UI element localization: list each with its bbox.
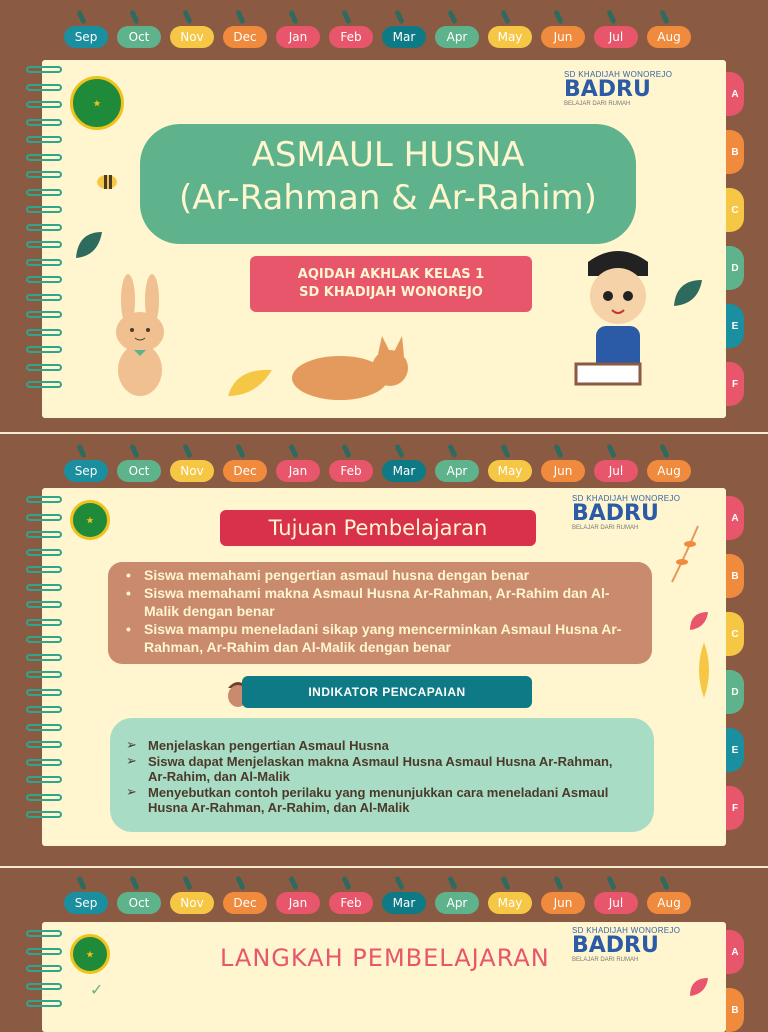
side-tabs xyxy=(726,72,744,406)
logo-school-text: SD KHADIJAH WONOREJO xyxy=(564,70,673,79)
indicator-item: ➢ Menjelaskan pengertian Asmaul Husna xyxy=(148,738,614,754)
binding-ring xyxy=(26,706,62,713)
side-tab-f[interactable]: F xyxy=(726,362,744,406)
month-tab-nov xyxy=(168,876,217,928)
stem-icon xyxy=(235,10,245,25)
stem-icon xyxy=(341,876,351,891)
side-tabs xyxy=(726,930,744,1032)
logo-tagline-text: BELAJAR DARI RUMAH xyxy=(572,957,639,963)
binding-ring xyxy=(26,346,62,353)
binding-ring xyxy=(26,636,62,643)
subtitle-line-1: AQIDAH AKHLAK KELAS 1 xyxy=(297,267,485,282)
month-label: Jun xyxy=(541,892,585,914)
stem-icon xyxy=(182,10,192,25)
stem-icon xyxy=(659,10,669,25)
stem-icon xyxy=(76,876,86,891)
binding-ring xyxy=(26,259,62,266)
subtitle-line-2: SD KHADIJAH WONOREJO xyxy=(299,285,483,300)
binding-ring xyxy=(26,294,62,301)
slide-1 xyxy=(0,0,768,432)
binding-ring xyxy=(26,811,62,818)
stem-icon xyxy=(182,876,192,891)
spiral-binding xyxy=(26,66,62,388)
binding-ring xyxy=(26,1000,62,1007)
month-label: Jun xyxy=(541,460,585,482)
month-tab-aug xyxy=(645,876,694,928)
month-label: Dec xyxy=(223,892,267,914)
binding-ring xyxy=(26,66,62,73)
steps-heading: LANGKAH PEMBELAJARAN xyxy=(220,944,550,972)
leaf-icon xyxy=(688,610,710,632)
month-tab-sep xyxy=(62,10,111,62)
leaf-icon xyxy=(688,976,710,998)
binding-ring xyxy=(26,364,62,371)
month-tab-feb xyxy=(327,10,376,62)
checkmark-icon: ✓ xyxy=(90,980,104,999)
fox-illustration xyxy=(290,326,420,400)
stem-icon xyxy=(553,444,563,459)
binding-ring xyxy=(26,930,62,937)
indicator-item: ➢ Siswa dapat Menjelaskan makna Asmaul Husna Asmaul Husna Ar-Rahman, Ar-Rahim, dan Al-Malik xyxy=(148,754,614,785)
stem-icon xyxy=(129,10,139,25)
stem-icon xyxy=(447,10,457,25)
binding-ring xyxy=(26,619,62,626)
month-label: Feb xyxy=(329,460,373,482)
binding-ring xyxy=(26,276,62,283)
binding-ring xyxy=(26,154,62,161)
side-tab-c[interactable]: C xyxy=(726,612,744,656)
stem-icon xyxy=(553,10,563,25)
month-label: Sep xyxy=(64,26,108,48)
month-tab-apr xyxy=(433,10,482,62)
month-label: Jul xyxy=(594,460,638,482)
boy-reading-illustration xyxy=(570,240,666,400)
stem-icon xyxy=(500,444,510,459)
month-tab-aug xyxy=(645,10,694,62)
month-tab-jun xyxy=(539,10,588,62)
month-label: Apr xyxy=(435,26,479,48)
bunny-illustration xyxy=(100,270,190,400)
side-tab-b[interactable]: B xyxy=(726,554,744,598)
month-tab-dec xyxy=(221,876,270,928)
month-label: Jan xyxy=(276,26,320,48)
binding-ring xyxy=(26,136,62,143)
binding-ring xyxy=(26,329,62,336)
objective-item: • Siswa mampu meneladani sikap yang mencerminkan Asmaul Husna Ar-Rahman, Ar-Rahim dan Al-Malik dengan benar xyxy=(144,620,640,656)
binding-ring xyxy=(26,584,62,591)
title-box xyxy=(140,124,636,244)
side-tab-d[interactable]: D xyxy=(726,246,744,290)
binding-ring xyxy=(26,776,62,783)
month-tab-oct xyxy=(115,876,164,928)
badru-logo xyxy=(572,926,680,963)
month-label: Apr xyxy=(435,892,479,914)
month-label: Mar xyxy=(382,460,426,482)
binding-ring xyxy=(26,566,62,573)
binding-ring xyxy=(26,119,62,126)
binding-ring xyxy=(26,84,62,91)
stem-icon xyxy=(500,10,510,25)
slide-2 xyxy=(0,434,768,866)
binding-ring xyxy=(26,724,62,731)
side-tab-f[interactable]: F xyxy=(726,786,744,830)
month-label: Nov xyxy=(170,26,214,48)
stem-icon xyxy=(394,876,404,891)
indicator-item: ➢ Menyebutkan contoh perilaku yang menunjukkan cara meneladani Asmaul Husna Ar-Rahman, Ar-Rahim, dan Al-Malik xyxy=(148,785,614,816)
logo-brand-text: BADRU xyxy=(572,933,659,958)
stem-icon xyxy=(182,444,192,459)
stem-icon xyxy=(129,876,139,891)
logo-brand-text: BADRU xyxy=(564,77,651,102)
stem-icon xyxy=(447,444,457,459)
side-tab-a[interactable]: A xyxy=(726,72,744,116)
binding-ring xyxy=(26,189,62,196)
school-emblem-icon: ★ xyxy=(70,934,110,974)
binding-ring xyxy=(26,689,62,696)
side-tab-b[interactable]: B xyxy=(726,988,744,1032)
stem-icon xyxy=(659,444,669,459)
side-tabs xyxy=(726,496,744,830)
binding-ring xyxy=(26,224,62,231)
indicators-box xyxy=(110,718,654,832)
binding-ring xyxy=(26,948,62,955)
month-label: Oct xyxy=(117,460,161,482)
binding-ring xyxy=(26,101,62,108)
badru-logo xyxy=(572,494,680,531)
objectives-box xyxy=(108,562,652,664)
stem-icon xyxy=(288,876,298,891)
stem-icon xyxy=(341,444,351,459)
binding-ring xyxy=(26,759,62,766)
logo-tagline-text: BELAJAR DARI RUMAH xyxy=(564,101,631,107)
objective-item: • Siswa memahami makna Asmaul Husna Ar-Rahman, Ar-Rahim dan Al-Malik dengan benar xyxy=(144,584,640,620)
month-label: May xyxy=(488,26,532,48)
month-label: Jun xyxy=(541,26,585,48)
month-label: Aug xyxy=(647,460,691,482)
stem-icon xyxy=(235,876,245,891)
objectives-heading: Tujuan Pembelajaran xyxy=(220,510,536,546)
stem-icon xyxy=(394,10,404,25)
month-tab-apr xyxy=(433,876,482,928)
branch-icon xyxy=(668,524,704,584)
logo-tagline-text: BELAJAR DARI RUMAH xyxy=(572,525,639,531)
stem-icon xyxy=(447,876,457,891)
month-label: Feb xyxy=(329,26,373,48)
badru-logo xyxy=(564,70,672,107)
month-tabs xyxy=(62,876,694,928)
stem-icon xyxy=(394,444,404,459)
school-emblem-icon: ★ xyxy=(70,500,110,540)
binding-ring xyxy=(26,241,62,248)
month-label: Aug xyxy=(647,26,691,48)
month-tab-mar xyxy=(380,10,429,62)
binding-ring xyxy=(26,514,62,521)
stem-icon xyxy=(76,10,86,25)
month-label: Mar xyxy=(382,892,426,914)
side-tab-c[interactable]: C xyxy=(726,188,744,232)
stem-icon xyxy=(288,10,298,25)
logo-school-text: SD KHADIJAH WONOREJO xyxy=(572,494,681,503)
side-tab-b[interactable]: B xyxy=(726,130,744,174)
month-tab-mar xyxy=(380,876,429,928)
month-label: May xyxy=(488,892,532,914)
title-line-2: (Ar-Rahman & Ar-Rahim) xyxy=(179,178,597,218)
binding-ring xyxy=(26,531,62,538)
side-tab-a[interactable]: A xyxy=(726,930,744,974)
binding-ring xyxy=(26,654,62,661)
month-label: Mar xyxy=(382,26,426,48)
binding-ring xyxy=(26,171,62,178)
month-label: Sep xyxy=(64,460,108,482)
month-label: Feb xyxy=(329,892,373,914)
slide-3 xyxy=(0,868,768,1024)
month-tab-oct xyxy=(115,10,164,62)
leaf-icon xyxy=(672,278,704,310)
month-label: Jan xyxy=(276,460,320,482)
side-tab-d[interactable]: D xyxy=(726,670,744,714)
objectives-list xyxy=(108,566,652,656)
subtitle-box xyxy=(250,256,532,312)
month-tab-jan xyxy=(274,876,323,928)
leaf-icon xyxy=(74,230,104,260)
stem-icon xyxy=(553,876,563,891)
side-tab-e[interactable]: E xyxy=(726,304,744,348)
indicators-list xyxy=(110,738,654,816)
binding-ring xyxy=(26,671,62,678)
month-tab-may xyxy=(486,10,535,62)
month-tab-nov xyxy=(168,10,217,62)
binding-ring xyxy=(26,794,62,801)
month-tab-jan xyxy=(274,10,323,62)
month-label: Nov xyxy=(170,892,214,914)
indicator-heading: INDIKATOR PENCAPAIAN xyxy=(242,676,532,708)
objective-item: • Siswa memahami pengertian asmaul husna dengan benar xyxy=(144,566,640,584)
side-tab-a[interactable]: A xyxy=(726,496,744,540)
leaf-icon xyxy=(694,640,714,700)
bee-icon xyxy=(94,170,120,192)
side-tab-e[interactable]: E xyxy=(726,728,744,772)
month-label: Apr xyxy=(435,460,479,482)
month-label: May xyxy=(488,460,532,482)
stem-icon xyxy=(606,444,616,459)
month-tab-feb xyxy=(327,876,376,928)
stem-icon xyxy=(129,444,139,459)
month-tab-jun xyxy=(539,876,588,928)
school-emblem-icon: ★ xyxy=(70,76,124,130)
logo-school-text: SD KHADIJAH WONOREJO xyxy=(572,926,681,935)
month-label: Aug xyxy=(647,892,691,914)
stem-icon xyxy=(341,10,351,25)
binding-ring xyxy=(26,496,62,503)
month-label: Oct xyxy=(117,26,161,48)
stem-icon xyxy=(606,10,616,25)
month-tab-jul xyxy=(592,876,641,928)
month-label: Jul xyxy=(594,26,638,48)
month-tab-dec xyxy=(221,10,270,62)
month-label: Nov xyxy=(170,460,214,482)
logo-brand-text: BADRU xyxy=(572,501,659,526)
month-tab-sep xyxy=(62,876,111,928)
stem-icon xyxy=(500,876,510,891)
month-label: Jul xyxy=(594,892,638,914)
binding-ring xyxy=(26,741,62,748)
month-label: Sep xyxy=(64,892,108,914)
stem-icon xyxy=(235,444,245,459)
month-tabs xyxy=(62,10,694,62)
binding-ring xyxy=(26,549,62,556)
binding-ring xyxy=(26,965,62,972)
spiral-binding xyxy=(26,496,62,818)
stem-icon xyxy=(76,444,86,459)
leaf-icon xyxy=(226,366,276,400)
month-label: Oct xyxy=(117,892,161,914)
month-tab-may xyxy=(486,876,535,928)
binding-ring xyxy=(26,381,62,388)
month-label: Dec xyxy=(223,26,267,48)
binding-ring xyxy=(26,311,62,318)
stem-icon xyxy=(659,876,669,891)
stem-icon xyxy=(288,444,298,459)
binding-ring xyxy=(26,983,62,990)
month-tab-jul xyxy=(592,10,641,62)
stem-icon xyxy=(606,876,616,891)
binding-ring xyxy=(26,206,62,213)
binding-ring xyxy=(26,601,62,608)
month-label: Jan xyxy=(276,892,320,914)
title-line-1: ASMAUL HUSNA xyxy=(251,135,525,175)
spiral-binding xyxy=(26,930,62,1007)
month-label: Dec xyxy=(223,460,267,482)
